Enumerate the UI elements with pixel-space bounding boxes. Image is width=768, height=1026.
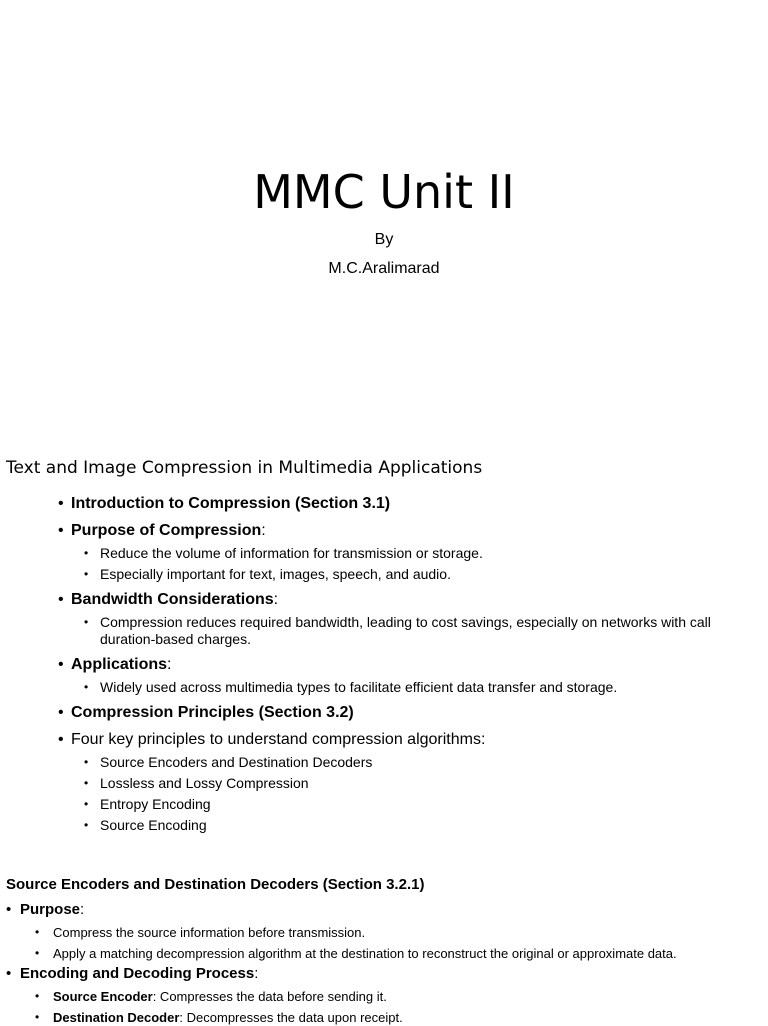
slide-author: M.C.Aralimarad — [328, 260, 440, 277]
term-label: Destination Decoder — [53, 1010, 180, 1025]
bullet-label: Encoding and Decoding Process — [20, 965, 255, 982]
slide3-bullet-list — [6, 900, 761, 1026]
bullet-suffix: : — [254, 965, 259, 982]
sub-bullet-list — [20, 988, 761, 1026]
bullet-label: Bandwidth Considerations — [71, 591, 274, 608]
bullet-bandwidth — [58, 590, 738, 648]
sub-bullet: • Compression reduces required bandwidth, leading to cost savings, especially on networks with call duration-based charges. — [100, 614, 738, 648]
bullet-suffix: : — [167, 656, 172, 673]
sub-bullet-list — [71, 754, 738, 834]
bullet-four-principles — [58, 730, 738, 834]
bullet-compression-principles — [58, 703, 738, 723]
term-label: Source Encoder — [53, 989, 153, 1004]
sub-bullet: • Especially important for text, images, speech, and audio. — [100, 566, 738, 583]
term-text: : Decompresses the data upon receipt. — [179, 1010, 403, 1025]
bullet-purpose — [6, 900, 761, 962]
bullet-encoding-decoding — [6, 964, 761, 1026]
bullet-label: Purpose — [20, 901, 81, 918]
bullet-applications — [58, 655, 738, 696]
bullet-label: Introduction to Compression (Section 3.1) — [71, 495, 391, 512]
sub-bullet: • Reduce the volume of information for transmission or storage. — [100, 545, 738, 562]
bullet-suffix: : — [273, 591, 279, 608]
sub-bullet: • Source Encoders and Destination Decoders — [100, 754, 738, 771]
sub-bullet: • Apply a matching decompression algorithm at the destination to reconstruct the original or approximate data. — [53, 945, 761, 962]
bullet-suffix: : — [261, 522, 266, 539]
bullet-purpose — [58, 521, 738, 583]
sub-bullet: • Source Encoding — [100, 817, 738, 834]
slide3-heading: Source Encoders and Destination Decoders (Section 3.2.1) — [6, 876, 425, 893]
slide2-heading: Text and Image Compression in Multimedia Applications — [6, 458, 483, 478]
term-text: : Compresses the data before sending it. — [152, 989, 387, 1004]
sub-bullet-list — [71, 679, 738, 696]
sub-bullet: • Lossless and Lossy Compression — [100, 775, 738, 792]
bullet-suffix: : — [80, 901, 85, 918]
sub-bullet — [53, 988, 761, 1005]
sub-bullet-list — [20, 924, 761, 962]
slide-by-label: By — [374, 231, 394, 248]
sub-bullet: • Compress the source information before transmission. — [53, 924, 761, 941]
slide2-bullet-list — [58, 494, 738, 834]
sub-bullet — [53, 1009, 761, 1026]
bullet-intro-compression — [58, 494, 738, 514]
sub-bullet-list — [71, 614, 738, 648]
slide-title: MMC Unit II — [253, 165, 515, 219]
sub-bullet: • Entropy Encoding — [100, 796, 738, 813]
bullet-label: Applications — [71, 656, 168, 673]
bullet-label: Compression Principles (Section 3.2) — [71, 704, 354, 721]
sub-bullet-list — [71, 545, 738, 583]
sub-bullet: • Widely used across multimedia types to facilitate efficient data transfer and storage. — [100, 679, 738, 696]
bullet-label: Purpose of Compression — [71, 522, 262, 539]
bullet-label: Four key principles to understand compression algorithms: — [71, 731, 486, 748]
